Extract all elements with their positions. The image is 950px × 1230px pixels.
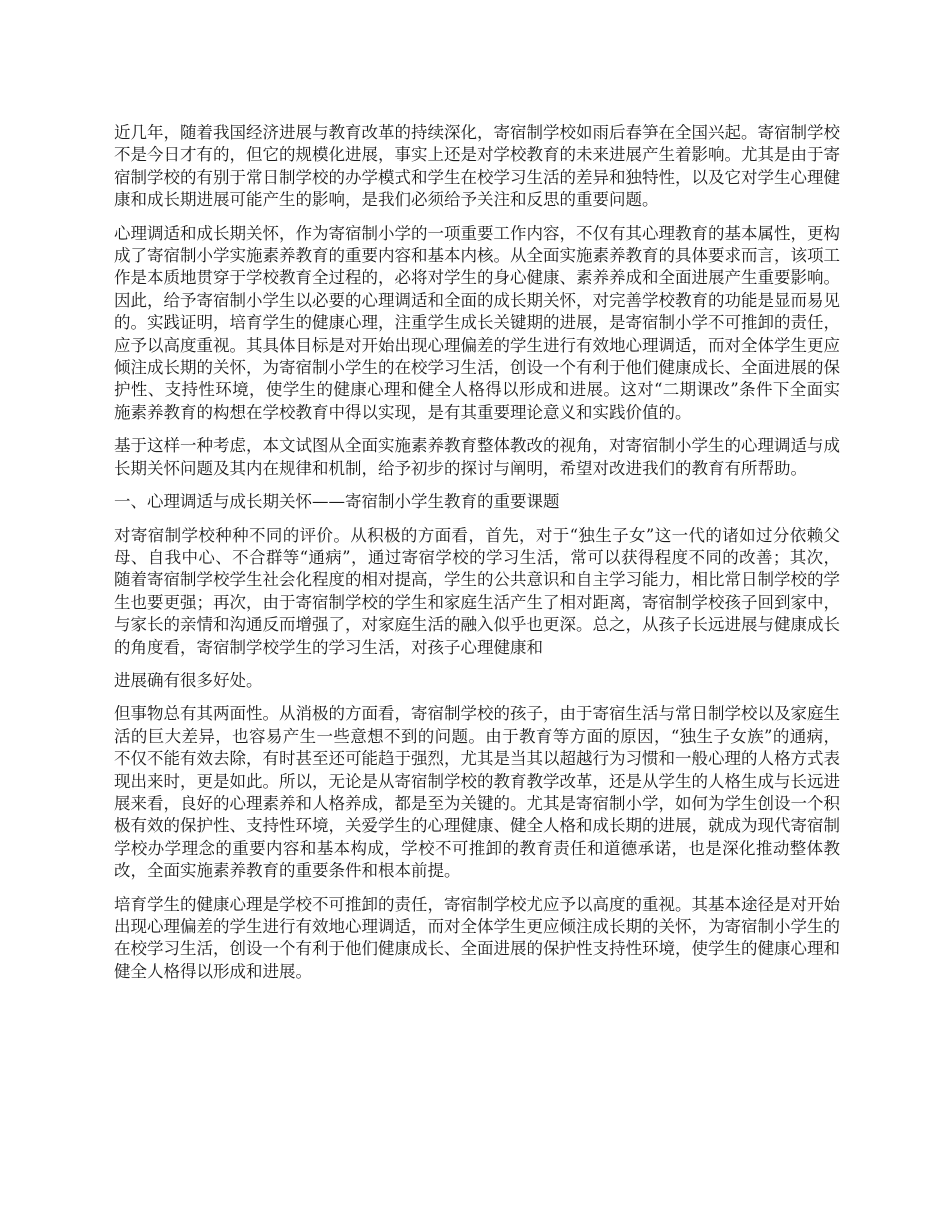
paragraph-significance: 心理调适和成长期关怀，作为寄宿制小学的一项重要工作内容，不仅有其心理教育的基本属性，更构成了寄宿制小学实施素养教育的重要内容和基本内核。从全面实施素养教育的具体要求而言，该项工作是本质地贯穿于学校教育全过程的，必将对学生的身心健康、素养养成和全面进展产生重要影响。因此，给予寄宿制小学生以必要的心理调适和全面的成长期关怀，对完善学校教育的功能是显而易见的。实践证明，培育学生的健康心理，注重学生成长关键期的进展，是寄宿制小学不可推卸的责任，应予以高度重视。其具体目标是对开始出现心理偏差的学生进行有效地心理调适，而对全体学生更应倾注成长期的关怀，为寄宿制小学生的在校学习生活，创设一个有利于他们健康成长、全面进展的保护性、支持性环境，使学生的健康心理和健全人格得以形成和进展。这对“二期课改”条件下全面实施素养教育的构想在学校教育中得以实现，是有其重要理论意义和实践价值的。	[114, 223, 840, 422]
document-page	[114, 122, 840, 983]
paragraph-purpose: 基于这样一种考虑，本文试图从全面实施素养教育整体教改的视角，对寄宿制小学生的心理调适与成长期关怀问题及其内在规律和机制，给予初步的探讨与阐明，希望对改进我们的教育有所帮助。	[114, 436, 840, 478]
paragraph-conclusion: 培育学生的健康心理是学校不可推卸的责任，寄宿制学校尤应予以高度的重视。其基本途径是对开始出现心理偏差的学生进行有效地心理调适，而对全体学生更应倾注成长期的关怀，为寄宿制小学生的在校学习生活，创设一个有利于他们健康成长、全面进展的保护性支持性环境，使学生的健康心理和健全人格得以形成和进展。	[114, 894, 840, 981]
section-heading: 一、心理调适与成长期关怀——寄宿制小学生教育的重要课题	[114, 492, 560, 512]
paragraph-intro: 近几年，随着我国经济进展与教育改革的持续深化，寄宿制学校如雨后春笋在全国兴起。寄宿制学校不是今日才有的，但它的规模化进展，事实上还是对学校教育的未来进展产生着影响。尤其是由于寄宿制学校的有别于常日制学校的办学模式和学生在校学习生活的差异和独特性，以及它对学生心理健康和成长期进展可能产生的影响，是我们必须给予关注和反思的重要问题。	[114, 123, 840, 210]
paragraph-positive-aspects: 对寄宿制学校种种不同的评价。从积极的方面看，首先，对于“独生子女”这一代的诸如过分依赖父母、自我中心、不合群等“通病”，通过寄宿学校的学习生活，常可以获得程度不同的改善；其次，随着寄宿制学校学生社会化程度的相对提高，学生的公共意识和自主学习能力，相比常日制学校的学生也要更强；再次，由于寄宿制学校的学生和家庭生活产生了相对距离，寄宿制学校孩子回到家中，与家长的亲情和沟通反而增强了，对家庭生活的融入似乎也更深。总之，从孩子长远进展与健康成长的角度看，寄宿制学校学生的学习生活，对孩子心理健康和	[114, 525, 840, 657]
paragraph-negative-aspects: 但事物总有其两面性。从消极的方面看，寄宿制学校的孩子，由于寄宿生活与常日制学校以及家庭生活的巨大差异，也容易产生一些意想不到的问题。由于教育等方面的原因，“独生子女族”的通病，不仅不能有效去除，有时甚至还可能趋于强烈，尤其是当其以超越行为习惯和一般心理的人格方式表现出来时，更是如此。所以，无论是从寄宿制学校的教育教学改革，还是从学生的人格生成与长远进展来看，良好的心理素养和人格养成，都是至为关键的。尤其是寄宿制小学，如何为学生创设一个积极有效的保护性、支持性环境，关爱学生的心理健康、健全人格和成长期的进展，就成为现代寄宿制学校办学理念的重要内容和基本构成，学校不可推卸的教育责任和道德承诺，也是深化推动整体教改，全面实施素养教育的重要条件和根本前提。	[114, 704, 840, 881]
paragraph-positive-continued: 进展确有很多好处。	[114, 670, 263, 690]
